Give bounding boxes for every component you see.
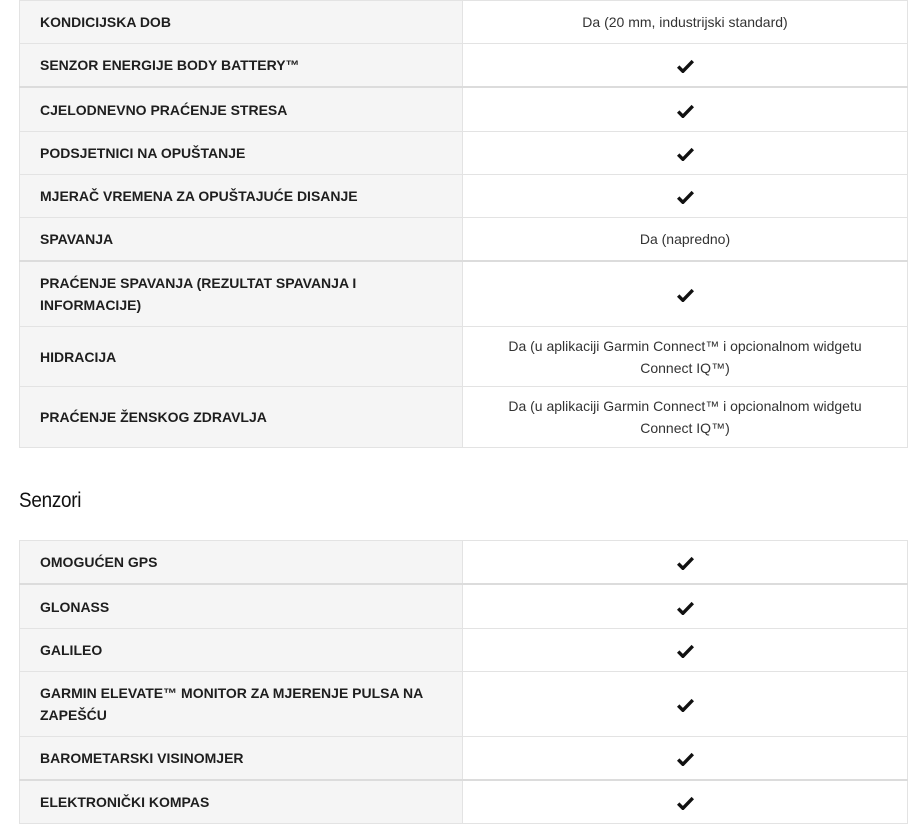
checkmark-icon: [677, 698, 694, 712]
row-value: [463, 132, 908, 175]
row-label: HIDRACIJA: [20, 327, 463, 387]
checkmark-icon: [677, 147, 694, 161]
row-value: Da (u aplikaciji Garmin Connect™ i opcionalnom widgetu Connect IQ™): [463, 327, 908, 387]
table-row: [20, 780, 908, 824]
row-label: MJERAČ VREMENA ZA OPUŠTAJUĆE DISANJE: [20, 175, 463, 218]
row-label: KONDICIJSKA DOB: [20, 1, 463, 44]
row-value: [463, 261, 908, 327]
table-row: [20, 261, 908, 327]
row-value: Da (u aplikaciji Garmin Connect™ i opcionalnom widgetu Connect IQ™): [463, 387, 908, 448]
table-row: [20, 737, 908, 781]
row-value: [463, 629, 908, 672]
checkmark-icon: [677, 644, 694, 658]
row-label: ELEKTRONIČKI KOMPAS: [20, 780, 463, 824]
spec-table-sensors: [19, 540, 908, 824]
table-row: [20, 672, 908, 737]
table-row: [20, 132, 908, 175]
table-row: [20, 175, 908, 218]
row-value: [463, 584, 908, 629]
table-row: [20, 327, 908, 387]
table-row: [20, 218, 908, 262]
checkmark-icon: [677, 601, 694, 615]
row-value: [463, 780, 908, 824]
table-row: [20, 541, 908, 585]
section-heading-senzori: Senzori: [19, 489, 82, 512]
table-row: [20, 1, 908, 44]
row-label: GLONASS: [20, 584, 463, 629]
row-value: [463, 87, 908, 132]
row-label: PODSJETNICI NA OPUŠTANJE: [20, 132, 463, 175]
row-label: CJELODNEVNO PRAĆENJE STRESA: [20, 87, 463, 132]
table-row: [20, 629, 908, 672]
checkmark-icon: [677, 190, 694, 204]
row-label: OMOGUĆEN GPS: [20, 541, 463, 585]
checkmark-icon: [677, 288, 694, 302]
table-row: [20, 387, 908, 448]
spec-table-activity: [19, 0, 908, 448]
checkmark-icon: [677, 104, 694, 118]
table-row: [20, 584, 908, 629]
row-value: [463, 175, 908, 218]
row-value: Da (20 mm, industrijski standard): [463, 1, 908, 44]
row-label: GARMIN ELEVATE™ MONITOR ZA MJERENJE PULSA NA ZAPEŠĆU: [20, 672, 463, 737]
row-value: Da (napredno): [463, 218, 908, 262]
row-value: [463, 737, 908, 781]
table-row: [20, 44, 908, 88]
row-label: GALILEO: [20, 629, 463, 672]
row-value: [463, 672, 908, 737]
row-value: [463, 44, 908, 88]
row-label: PRAĆENJE SPAVANJA (REZULTAT SPAVANJA I INFORMACIJE): [20, 261, 463, 327]
checkmark-icon: [677, 556, 694, 570]
checkmark-icon: [677, 796, 694, 810]
row-label: SENZOR ENERGIJE BODY BATTERY™: [20, 44, 463, 88]
table-row: [20, 87, 908, 132]
row-value: [463, 541, 908, 585]
row-label: PRAĆENJE ŽENSKOG ZDRAVLJA: [20, 387, 463, 448]
checkmark-icon: [677, 752, 694, 766]
row-label: BAROMETARSKI VISINOMJER: [20, 737, 463, 781]
checkmark-icon: [677, 59, 694, 73]
row-label: SPAVANJA: [20, 218, 463, 262]
